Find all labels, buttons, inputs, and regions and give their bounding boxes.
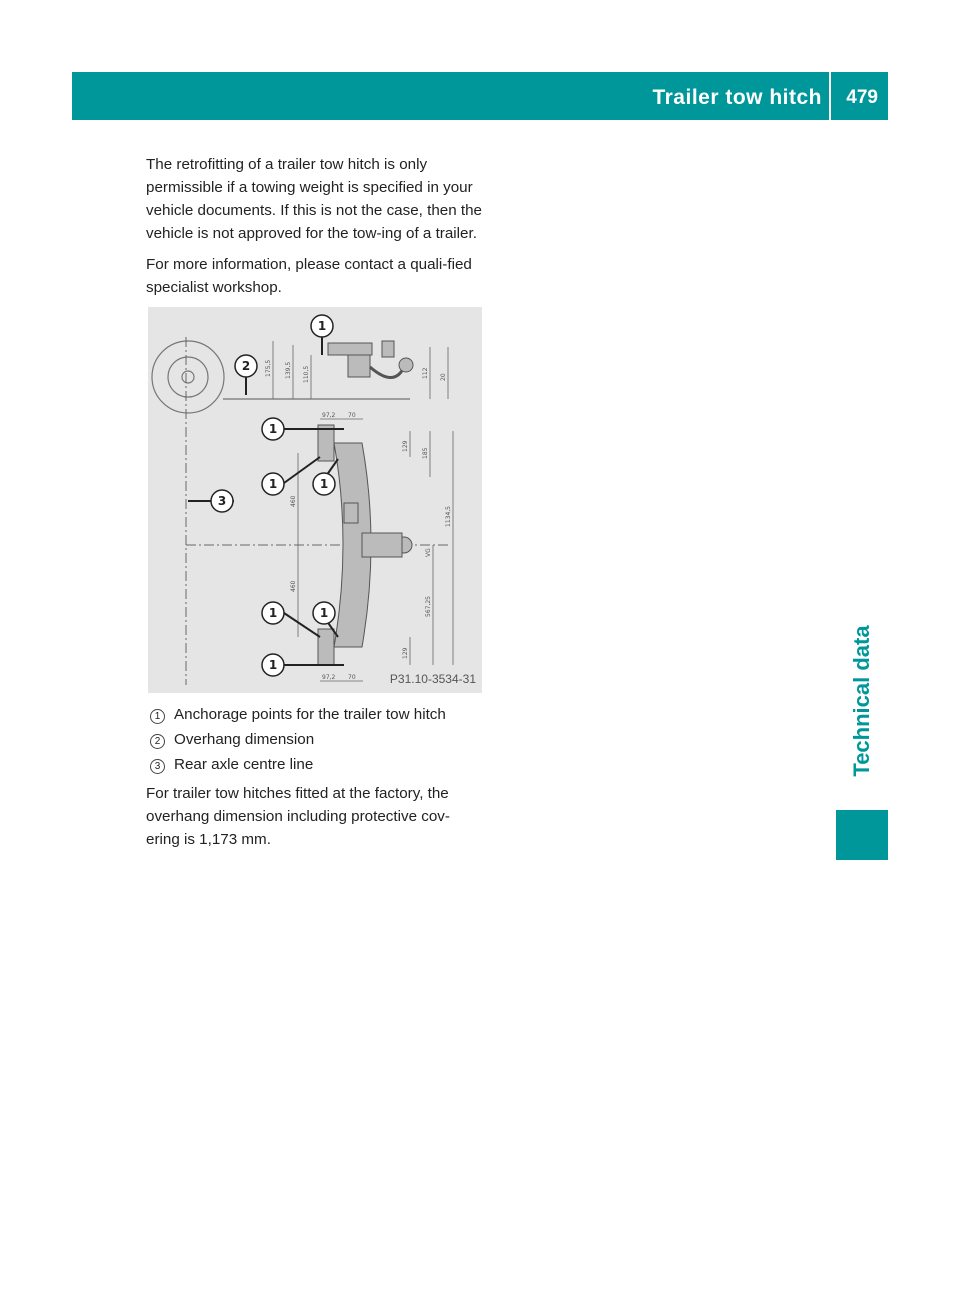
chapter-tab	[836, 617, 888, 785]
figure-code: P31.10-3534-31	[389, 672, 476, 686]
callout-1: 1	[319, 606, 329, 620]
side-view-hitch	[328, 341, 413, 378]
figure-legend	[146, 703, 482, 776]
legend-number-icon: 1	[150, 703, 165, 726]
legend-item	[146, 753, 482, 776]
dim-label: 129	[402, 647, 409, 659]
callout-2: 2	[241, 359, 251, 373]
dim-label: 567,25	[425, 596, 432, 617]
intro-paragraph: The retrofitting of a trailer tow hitch is only permissible if a towing weight is specified in your vehicle documents. If this is not the case, then the vehicle is not approved for the tow-ing of a trailer.	[146, 156, 483, 242]
dim-label: 70	[348, 412, 356, 419]
callout-1: 1	[268, 477, 278, 491]
main-column	[146, 153, 482, 859]
dim-label: 175,5	[265, 359, 272, 377]
legend-item	[146, 728, 482, 751]
legend-text: Anchorage points for the trailer tow hitch	[174, 706, 446, 723]
legend-text: Rear axle centre line	[174, 756, 314, 773]
legend-number-icon: 3	[150, 753, 165, 776]
dim-label: 97,2	[322, 674, 336, 681]
header-bar	[72, 72, 888, 120]
callout-3: 3	[217, 494, 227, 508]
section-title: Trailer tow hitch	[652, 86, 822, 109]
dim-label: 97,2	[322, 412, 336, 419]
diagram-drawing	[148, 307, 482, 693]
dim-label: 112	[422, 367, 429, 379]
wheel-graphic	[152, 341, 224, 413]
callout-1: 1	[268, 658, 278, 672]
page-number: 479	[846, 87, 878, 108]
dim-label: 20	[440, 373, 447, 381]
tow-hitch-diagram	[148, 307, 482, 693]
dim-label: 460	[290, 495, 297, 507]
legend-number-icon: 2	[150, 728, 165, 751]
callout-1: 1	[268, 422, 278, 436]
callout-1: 1	[268, 606, 278, 620]
dim-label: 1134,5	[445, 506, 452, 527]
dim-label: 129	[402, 440, 409, 452]
dim-label: 110,5	[303, 365, 310, 383]
closing-paragraph: For trailer tow hitches fitted at the factory, the overhang dimension including protective cov-ering is 1,173 mm.	[146, 785, 450, 848]
callout-1: 1	[319, 477, 329, 491]
callout-1: 1	[317, 319, 327, 333]
dim-label: 185	[422, 447, 429, 459]
chapter-marker-block	[836, 810, 888, 860]
contact-paragraph: For more information, please contact a quali-fied specialist workshop.	[146, 256, 472, 296]
chapter-tab-label: Technical data	[849, 625, 874, 777]
dim-label: 139,5	[285, 361, 292, 379]
dim-label: 70	[348, 674, 356, 681]
dim-label: VG	[425, 548, 432, 557]
header-divider	[829, 72, 831, 120]
legend-text: Overhang dimension	[174, 731, 315, 748]
dim-label: 460	[290, 580, 297, 592]
legend-item	[146, 703, 482, 726]
